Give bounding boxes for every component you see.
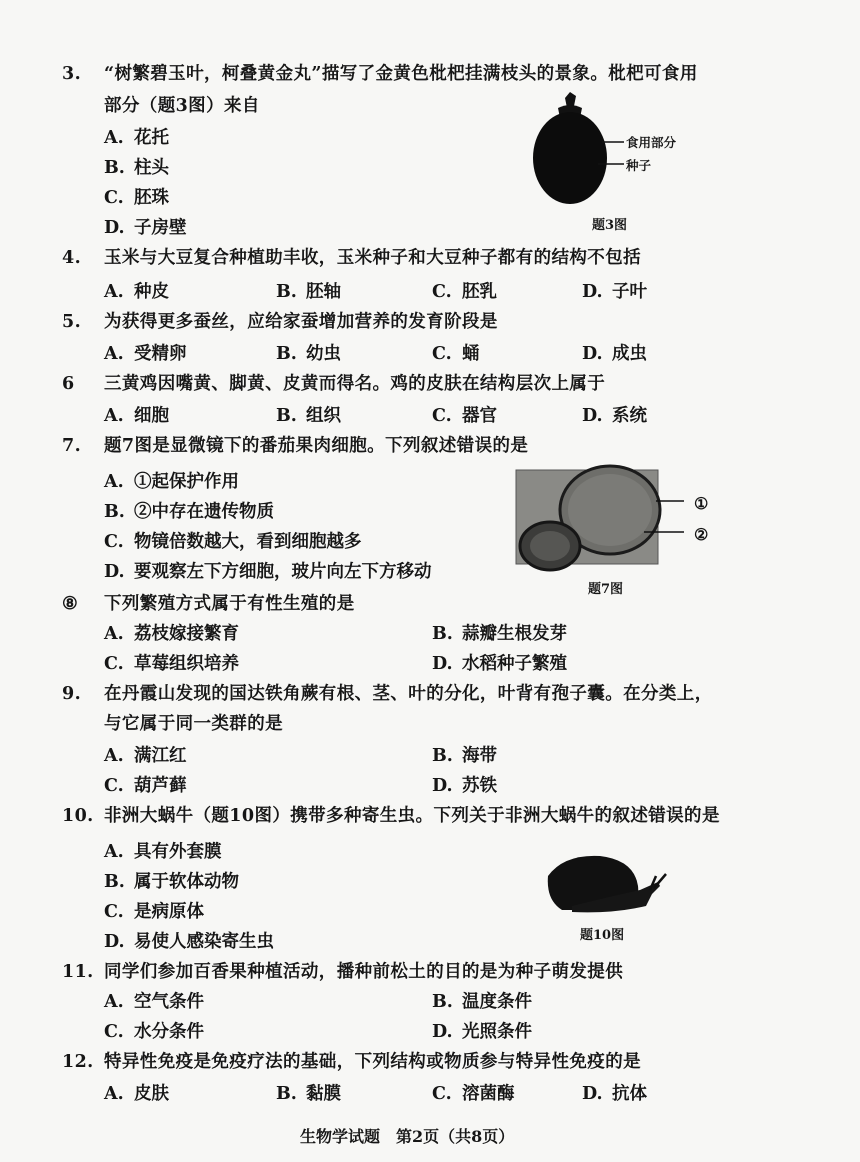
q7-option-b[interactable]: B. ②中存在遗传物质 bbox=[104, 502, 274, 522]
q12-option-d[interactable]: D. 抗体 bbox=[582, 1084, 647, 1104]
q11-option-a[interactable]: A. 空气条件 bbox=[104, 992, 204, 1012]
label-seed: 种子 bbox=[626, 158, 652, 173]
q8-stem: ⑧ 下列繁殖方式属于有性生殖的是 bbox=[62, 594, 355, 614]
q9-option-c[interactable]: C. 葫芦藓 bbox=[104, 776, 187, 796]
q12-stem: 12. 特异性免疫是免疫疗法的基础，下列结构或物质参与特异性免疫的是 bbox=[62, 1052, 641, 1072]
q7-option-d[interactable]: D. 要观察左下方细胞，玻片向左下方移动 bbox=[104, 562, 432, 582]
q6-option-c[interactable]: C. 器官 bbox=[432, 406, 497, 426]
q12-option-b[interactable]: B. 黏膜 bbox=[276, 1084, 341, 1104]
q11-option-d[interactable]: D. 光照条件 bbox=[432, 1022, 532, 1042]
q10-option-a[interactable]: A. 具有外套膜 bbox=[104, 842, 222, 862]
q5-option-d[interactable]: D. 成虫 bbox=[582, 344, 647, 364]
q8-number: ⑧ bbox=[62, 594, 79, 614]
q4-number: 4. bbox=[62, 248, 82, 268]
q10-number: 10. bbox=[62, 806, 94, 826]
q10-stem: 10. 非洲大蜗牛（题10图）携带多种寄生虫。下列关于非洲大蜗牛的叙述错误的是 bbox=[62, 806, 720, 826]
q10-option-d[interactable]: D. 易使人感染寄生虫 bbox=[104, 932, 274, 952]
figure3-caption: 题3图 bbox=[592, 218, 628, 233]
q12-number: 12. bbox=[62, 1052, 94, 1072]
q10-option-b[interactable]: B. 属于软体动物 bbox=[104, 872, 239, 892]
figure10-caption: 题10图 bbox=[580, 928, 625, 943]
q5-number: 5. bbox=[62, 312, 82, 332]
q11-stem: 11. 同学们参加百香果种植活动，播种前松土的目的是为种子萌发提供 bbox=[62, 962, 624, 982]
label-circled-1: ① bbox=[694, 494, 709, 513]
q4-option-c[interactable]: C. 胚乳 bbox=[432, 282, 497, 302]
label-edible-part: 食用部分 bbox=[626, 135, 677, 150]
q7-stem: 7. 题7图是显微镜下的番茄果肉细胞。下列叙述错误的是 bbox=[62, 436, 529, 456]
q6-option-b[interactable]: B. 组织 bbox=[276, 406, 341, 426]
q4-option-b[interactable]: B. 胚轴 bbox=[276, 282, 341, 302]
q8-option-c[interactable]: C. 草莓组织培养 bbox=[104, 654, 239, 674]
q11-option-c[interactable]: C. 水分条件 bbox=[104, 1022, 204, 1042]
loquat-fruit bbox=[533, 112, 607, 204]
q3-stem-line2: 部分（题3图）来自 bbox=[104, 96, 260, 116]
q12-option-a[interactable]: A. 皮肤 bbox=[104, 1084, 169, 1104]
q12-option-c[interactable]: C. 溶菌酶 bbox=[432, 1084, 515, 1104]
q11-option-b[interactable]: B. 温度条件 bbox=[432, 992, 532, 1012]
q5-option-c[interactable]: C. 蛹 bbox=[432, 344, 480, 364]
tomato-cell-micrograph bbox=[516, 470, 688, 564]
q7-number: 7. bbox=[62, 436, 82, 456]
q9-stem-line1: 9. 在丹霞山发现的国达铁角蕨有根、茎、叶的分化，叶背有孢子囊。在分类上， bbox=[62, 684, 713, 704]
q6-option-d[interactable]: D. 系统 bbox=[582, 406, 647, 426]
q9-stem-line2: 与它属于同一类群的是 bbox=[104, 714, 283, 734]
snail-figure bbox=[542, 850, 672, 920]
q9-option-a[interactable]: A. 满江红 bbox=[104, 746, 187, 766]
q8-option-d[interactable]: D. 水稻种子繁殖 bbox=[432, 654, 567, 674]
q6-option-a[interactable]: A. 细胞 bbox=[104, 406, 169, 426]
q8-option-a[interactable]: A. 荔枝嫁接繁育 bbox=[104, 624, 239, 644]
q10-option-c[interactable]: C. 是病原体 bbox=[104, 902, 204, 922]
loquat-figure bbox=[520, 92, 700, 212]
q9-option-d[interactable]: D. 苏铁 bbox=[432, 776, 497, 796]
q3-option-a[interactable]: A. 花托 bbox=[104, 128, 169, 148]
q8-option-b[interactable]: B. 蒜瓣生根发芽 bbox=[432, 624, 567, 644]
q4-option-a[interactable]: A. 种皮 bbox=[104, 282, 169, 302]
q4-stem: 4. 玉米与大豆复合种植助丰收，玉米种子和大豆种子都有的结构不包括 bbox=[62, 248, 641, 268]
q11-number: 11. bbox=[62, 962, 94, 982]
q3-stem-line1 bbox=[62, 62, 698, 86]
q6-number: 6 bbox=[62, 374, 75, 394]
q3-text: “树繁碧玉叶，柯叠黄金丸”描写了金黄色枇杷挂满枝头的景象。枇杷可食用 bbox=[104, 64, 698, 84]
label-circled-2: ② bbox=[694, 525, 709, 544]
q9-number: 9. bbox=[62, 684, 82, 704]
q7-option-c[interactable]: C. 物镜倍数越大，看到细胞越多 bbox=[104, 532, 362, 552]
q5-stem: 5. 为获得更多蚕丝，应给家蚕增加营养的发育阶段是 bbox=[62, 312, 498, 332]
q5-option-a[interactable]: A. 受精卵 bbox=[104, 344, 187, 364]
q9-option-b[interactable]: B. 海带 bbox=[432, 746, 497, 766]
page-footer: 生物学试题 第2页（共8页） bbox=[300, 1127, 515, 1146]
q7-option-a[interactable]: A. ①起保护作用 bbox=[104, 472, 239, 492]
figure7-caption: 题7图 bbox=[588, 582, 624, 597]
q3-option-c[interactable]: C. 胚珠 bbox=[104, 188, 169, 208]
q3-number: 3. bbox=[62, 64, 82, 84]
q6-stem: 6 三黄鸡因嘴黄、脚黄、皮黄而得名。鸡的皮肤在结构层次上属于 bbox=[62, 374, 606, 394]
q4-option-d[interactable]: D. 子叶 bbox=[582, 282, 647, 302]
q3-option-b[interactable]: B. 柱头 bbox=[104, 158, 169, 178]
q3-option-d[interactable]: D. 子房壁 bbox=[104, 218, 187, 238]
q5-option-b[interactable]: B. 幼虫 bbox=[276, 344, 341, 364]
